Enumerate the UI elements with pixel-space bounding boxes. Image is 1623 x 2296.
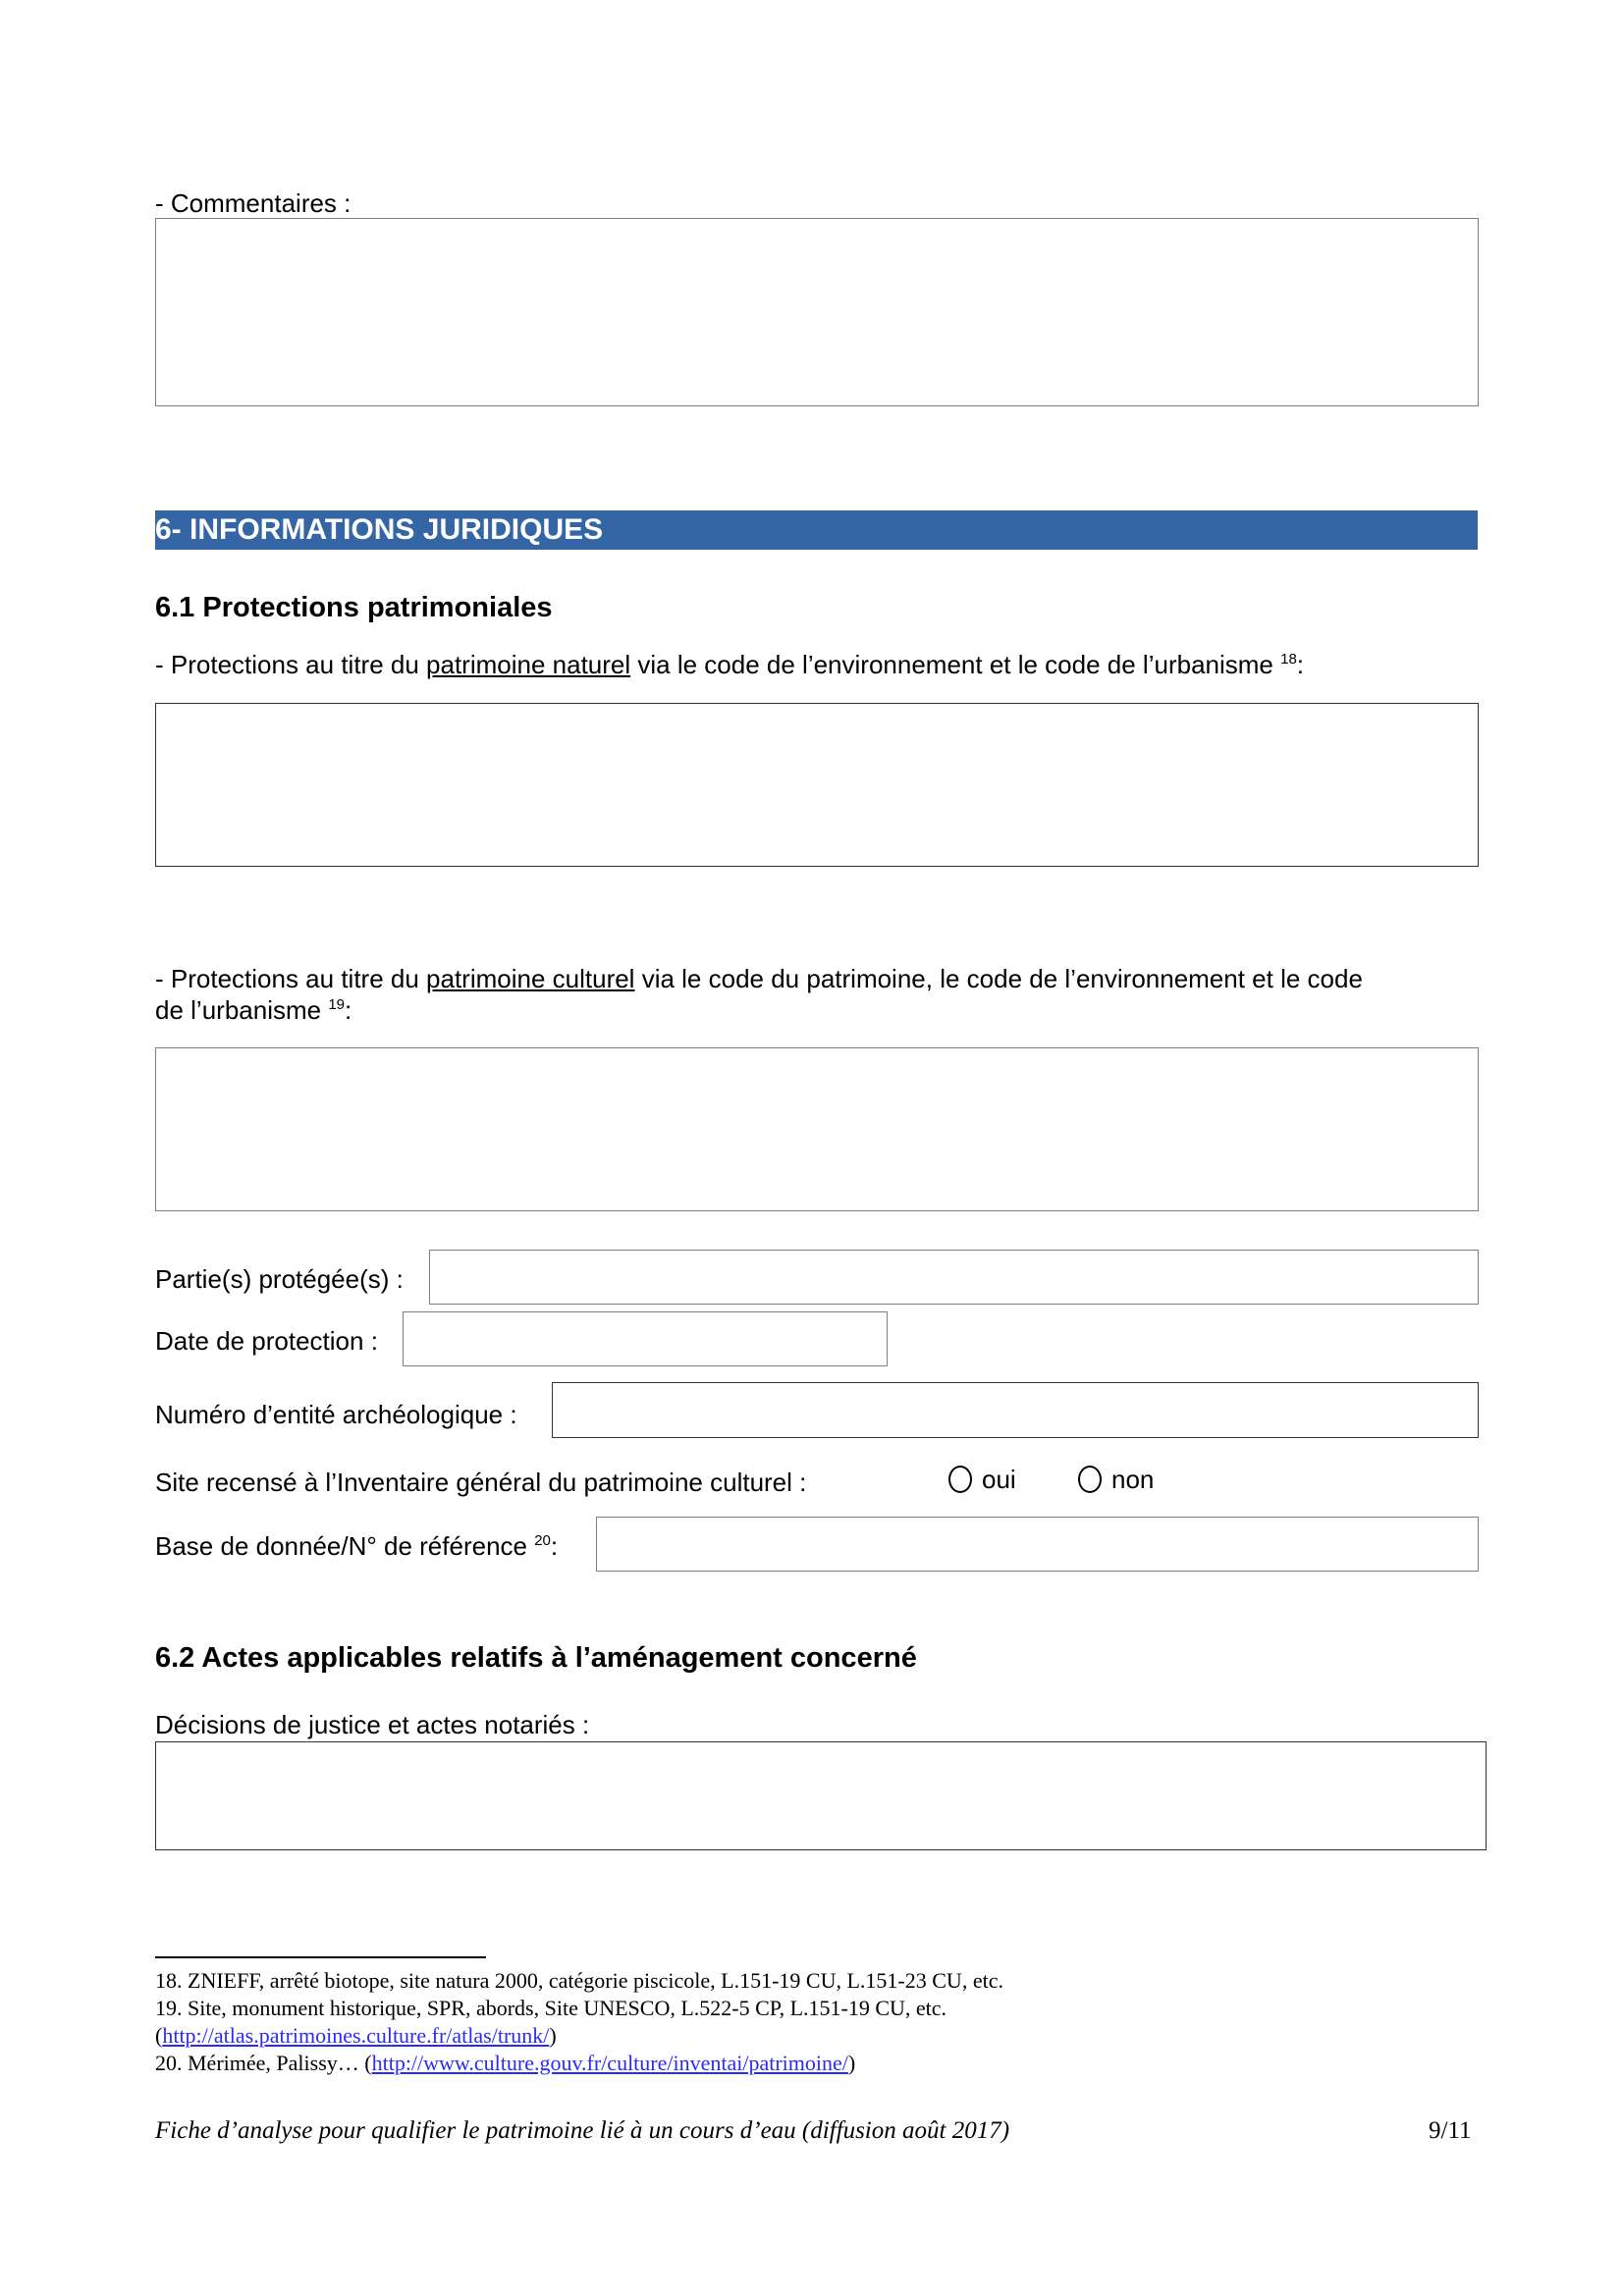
natural-suffix: via le code de l’environnement et le code de l’urbanisme (630, 650, 1281, 679)
decisions-label: Décisions de justice et actes notariés : (155, 1710, 590, 1739)
footnote-19-link-line (155, 2022, 557, 2050)
section-6-heading: 6- INFORMATIONS JURIDIQUES (155, 510, 1478, 550)
cultural-protection-field[interactable] (155, 1047, 1479, 1211)
radio-non-label: non (1111, 1465, 1155, 1494)
footnote-20-text: 20. Mérimée, Palissy… ( (155, 2051, 372, 2075)
footnote-20 (155, 2050, 855, 2077)
numero-field[interactable] (552, 1382, 1479, 1438)
page-number: 9/11 (1429, 2117, 1472, 2144)
footnote-18: 18. ZNIEFF, arrêté biotope, site natura 2000, catégorie piscicole, L.151-19 CU, L.151-23 CU, etc. (155, 1968, 1003, 1993)
paren-close-20: ) (847, 2051, 856, 2075)
section-6-2-heading: 6.2 Actes applicables relatifs à l’aménagement concerné (155, 1642, 917, 1674)
paren-open: ( (155, 2023, 163, 2048)
footnote-19-link[interactable]: http://atlas.patrimoines.culture.fr/atlas/trunk/ (162, 2023, 550, 2048)
radio-oui-label: oui (982, 1465, 1016, 1494)
numero-label: Numéro d’entité archéologique : (155, 1400, 517, 1429)
natural-underlined: patrimoine naturel (426, 650, 631, 679)
footnote-ref-19[interactable]: 19 (328, 996, 345, 1013)
base-label-text: Base de donnée/N° de référence (155, 1531, 535, 1561)
cultural-protection-label (155, 964, 1363, 993)
natural-end: : (1296, 650, 1305, 679)
decisions-field[interactable] (155, 1741, 1487, 1850)
radio-non[interactable] (1078, 1465, 1154, 1494)
base-label (155, 1531, 558, 1561)
date-label: Date de protection : (155, 1326, 378, 1356)
natural-protection-label (155, 650, 1304, 679)
footnote-ref-20[interactable]: 20 (534, 1532, 551, 1549)
section-6-1-heading: 6.1 Protections patrimoniales (155, 592, 553, 623)
footnote-20-link[interactable]: http://www.culture.gouv.fr/culture/inventai/patrimoine/ (371, 2051, 848, 2075)
footer-title: Fiche d’analyse pour qualifier le patrimoine lié à un cours d’eau (diffusion août 2017) (155, 2117, 1010, 2144)
cultural-protection-label-line2 (155, 995, 352, 1025)
parties-field[interactable] (429, 1250, 1479, 1305)
date-field[interactable] (403, 1311, 888, 1366)
radio-non-circle[interactable] (1078, 1466, 1102, 1493)
natural-prefix: - Protections au titre du (155, 650, 427, 679)
footnote-19: 19. Site, monument historique, SPR, abords, Site UNESCO, L.522-5 CP, L.151-19 CU, etc. (155, 1996, 947, 2020)
base-end: : (550, 1531, 559, 1561)
footnote-separator (155, 1956, 486, 1958)
paren-close: ) (549, 2023, 557, 2048)
base-field[interactable] (596, 1517, 1479, 1572)
natural-protection-field[interactable] (155, 703, 1479, 867)
site-inventory-label: Site recensé à l’Inventaire général du patrimoine culturel : (155, 1468, 807, 1497)
comments-label: - Commentaires : (155, 188, 352, 218)
parties-label: Partie(s) protégée(s) : (155, 1264, 404, 1294)
cultural-line2: de l’urbanisme (155, 995, 329, 1025)
cultural-suffix: via le code du patrimoine, le code de l’environnement et le code (634, 964, 1363, 993)
radio-oui[interactable] (948, 1465, 1016, 1494)
radio-oui-circle[interactable] (948, 1466, 972, 1493)
comments-field[interactable] (155, 218, 1479, 406)
cultural-prefix: - Protections au titre du (155, 964, 427, 993)
footnote-ref-18[interactable]: 18 (1280, 651, 1297, 667)
cultural-end: : (345, 995, 352, 1025)
cultural-underlined: patrimoine culturel (426, 964, 635, 993)
